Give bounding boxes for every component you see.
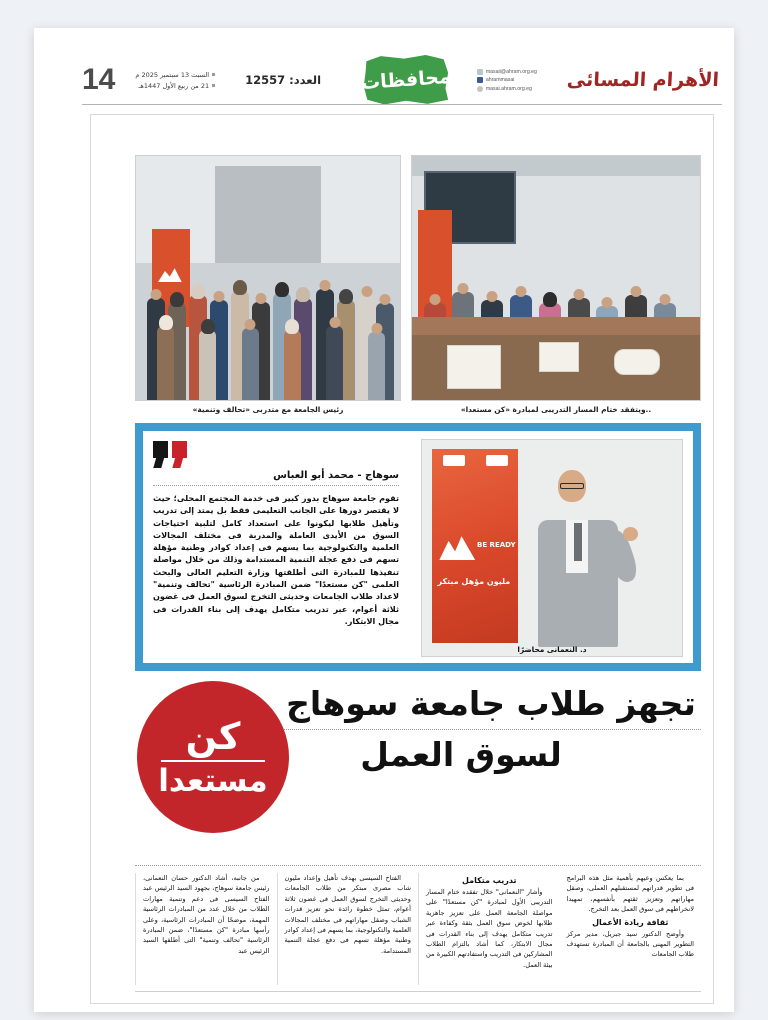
initiative-badge-top: كن (185, 714, 241, 758)
headline-lines (281, 685, 701, 775)
person-head (659, 294, 670, 305)
headline-line-1: تجهز طلاب جامعة سوهاج (286, 684, 696, 723)
person-head (285, 319, 299, 334)
feature-photo-caption: د. النعمانى محاضرًا (517, 645, 587, 654)
banner-tagline: مليون مؤهل مبتكر (437, 576, 511, 586)
url-facebook: ahrammasai (485, 77, 515, 83)
person-head (233, 280, 247, 295)
banner-logos (432, 455, 518, 466)
feature-body: تقوم جامعة سوهاج بدور كبير فى خدمة المجتمع المحلى؛ حيث لا يقتصر دورها على الجانب التعليمى فقط بل يمتد إلى تدريب وتأهيل طلابها ليكونوا على استعداد كامل لتلبية احتياجات السوق من الأيدى العاملة والمدربة فى مختلف المجالات العلمية والتكنولوجية بما يسهم فى إعداد كوادر وطنية مؤهلة تسهم فى دفع عجلة التنمية المستدامة وذلك من خلال مواصلة تنفيذها للمبادرة التى أطلقتها وزارة التعليم العالى والبحث العلمى "كن مستعدًا" ضمن المبادرة الرئاسية "تحالف وتنمية" لاعداد طلاب الجامعات وحديثى التخرج لسوق العمل فى غضون ثلاثة أعوام، عبر تدريب متكامل يهدف إلى بناء القدرات فى مجال الابتكار. (153, 493, 399, 626)
feature-box (135, 423, 701, 671)
columns-bottom-rule (135, 991, 701, 992)
article-column-2 (277, 873, 419, 985)
newspaper-page (34, 28, 734, 1012)
person-head (191, 284, 205, 299)
speaker-hand (623, 527, 638, 541)
column-paragraph: وأشار "النعمانى" خلال تفقده ختام المسار التدريبى الأول لمبادرة "كن مستعدًا" على مواصلة الجامعة العمل على تعزيز جاهزية طلابها لخوض سوق العمل بثقة وكفاءة عبر تدريب متكامل يهدف إلى بناء القدرات فى مجال الابتكار، كما أشاد بالتزام الطلاب المشاركين فى التدريب واستفادتهم الكبيرة من بيئة العمل. (426, 888, 553, 969)
section-badge-label: محافظات (360, 65, 452, 95)
website-icon (477, 86, 483, 92)
person-head (602, 297, 613, 308)
masthead-rule (82, 104, 722, 105)
gregorian-date: السبت 13 سبتمبر 2025 م (135, 70, 210, 79)
photo-group-on-stairs (135, 155, 401, 401)
article-columns (135, 873, 701, 985)
hijri-date: 21 من ربيع الأول 1447هـ (138, 81, 210, 90)
photo-tabletop (412, 317, 700, 335)
columns-top-rule (135, 865, 701, 866)
photo-training-room (411, 155, 701, 401)
person-head (487, 291, 498, 302)
headline-line-2: لسوق العمل (360, 734, 562, 774)
facebook-icon (477, 77, 483, 83)
person-head (380, 294, 391, 305)
person-head (275, 282, 289, 297)
column-subhead: ثقافة ريادة الأعمال (592, 917, 669, 927)
speaker-tie (574, 523, 582, 561)
article-column-4 (560, 873, 702, 985)
person-head (361, 286, 372, 297)
column-subhead: تدريب متكامل (462, 876, 517, 885)
feature-inner (143, 431, 693, 663)
sponsor-logo (486, 455, 508, 466)
byline: سوهاج - محمد أبو العباس (273, 470, 399, 481)
column-paragraph: بما يعكس وعيهم بأهمية مثل هذه البرامج فى تطوير قدراتهم لمستقبلهم العملى، وصقل مهاراتهم وتعزيز ثقتهم بأنفسهم، تمهيدا لانخراطهم فى سوق العمل بعد التخرج. (566, 874, 694, 914)
person-head (201, 319, 215, 334)
contact-urls (469, 69, 545, 92)
banner-english-text: BE READY (477, 540, 516, 549)
photo-object (614, 349, 660, 375)
person-head (329, 317, 340, 328)
photo-table (412, 317, 700, 400)
person-head (573, 289, 584, 300)
eyeglasses-icon (560, 483, 584, 489)
masthead (82, 56, 722, 104)
column-paragraph: من جانبه، أشاد الدكتور حسان النعمانى، رئيس جامعة سوهاج، بجهود السيد الرئيس عبد الفتاح السيسى فى دعم وتنمية مهارات الطلاب من خلال عدد من المبادرات الرئاسية المهمة، موضحًا أن المبادرات الرئاسية، وعلى رأسها مبادرة "كن مستعدًا"، ضمن المبادرة الرئاسية "تحالف وتنمية" التى أطلقها السيد الرئيس عبد (143, 874, 270, 955)
person-head (319, 280, 330, 291)
person-head (631, 286, 642, 297)
person-head (296, 287, 310, 302)
photo-row (135, 155, 701, 401)
person-head (256, 293, 267, 304)
initiative-mark-icon (439, 534, 475, 560)
headline-zone (135, 681, 701, 857)
bullet-icon (212, 73, 215, 76)
page-sheet (34, 28, 734, 1012)
initiative-badge-bottom: مستعدا (158, 762, 268, 799)
speaker-figure (536, 470, 619, 647)
photo-captions (135, 405, 701, 414)
sponsor-logo (443, 455, 465, 466)
section-badge (361, 54, 451, 106)
column-paragraph: وأوضح الدكتور سيد جبريل، مدير مركز التطوير المهنى بالجامعة أن المبادرة تستهدف طلاب الجامعات (566, 929, 694, 959)
photo-initiative-banner (432, 449, 518, 643)
photo-caption-right: رئيس الجامعة مع متدربى «تحالف وتنمية» (192, 405, 344, 414)
url-website: masai.ahram.org.eg (485, 85, 532, 92)
publication-dates (129, 71, 221, 90)
person-head (515, 286, 526, 297)
photo-speaker (421, 439, 683, 657)
person-head (543, 292, 557, 307)
quote-mark-icon (172, 441, 187, 468)
column-paragraph: الفتاح السيسى بهدف تأهيل وإعداد مليون شاب مصرى مبتكر من طلاب الجامعات وحديثى التخرج لسوق العمل فى غضون ثلاثة أعوام، تمثل خطوة رائدة نحو تعزيز قدرات الشباب وصقل مهاراتهم فى مختلف المجالات العلمية والتكنولوجية، بما يسهم فى إعداد كوادر وطنية مؤهلة تسهم فى دفع عجلة التنمية المستدامة. (284, 874, 411, 955)
bullet-icon (212, 84, 215, 87)
person-head (339, 289, 353, 304)
quote-mark-icon (153, 441, 168, 468)
article-column-3 (418, 873, 560, 985)
person-head (159, 315, 173, 330)
content-frame (90, 114, 714, 1004)
newspaper-logo: الأهرام المسائى (566, 69, 720, 91)
photo-crowd (136, 224, 400, 400)
issue-number: العدد: 12557 (245, 73, 322, 87)
photo-paper (447, 345, 501, 389)
initiative-badge-divider (161, 760, 265, 762)
url-email: masaii@ahram.org.eg (485, 68, 537, 75)
feature-text-block (143, 431, 411, 663)
person-head (245, 319, 256, 330)
person-head (458, 283, 469, 294)
person-head (150, 289, 161, 300)
person-head (213, 291, 224, 302)
person-head (170, 292, 184, 307)
photo-paper (539, 342, 579, 372)
person-head (429, 294, 440, 305)
photo-caption-left: ..ويتفقد ختام المسار التدريبى لمبادرة «كن مستعدا» (460, 405, 652, 414)
initiative-badge (137, 681, 289, 833)
person-head (371, 323, 382, 334)
byline-rule (153, 485, 399, 486)
quote-mark-group (153, 441, 399, 468)
page-number: 14 (82, 63, 116, 96)
email-icon (477, 69, 483, 75)
article-column-1 (135, 873, 277, 985)
headline-rule (281, 729, 701, 730)
